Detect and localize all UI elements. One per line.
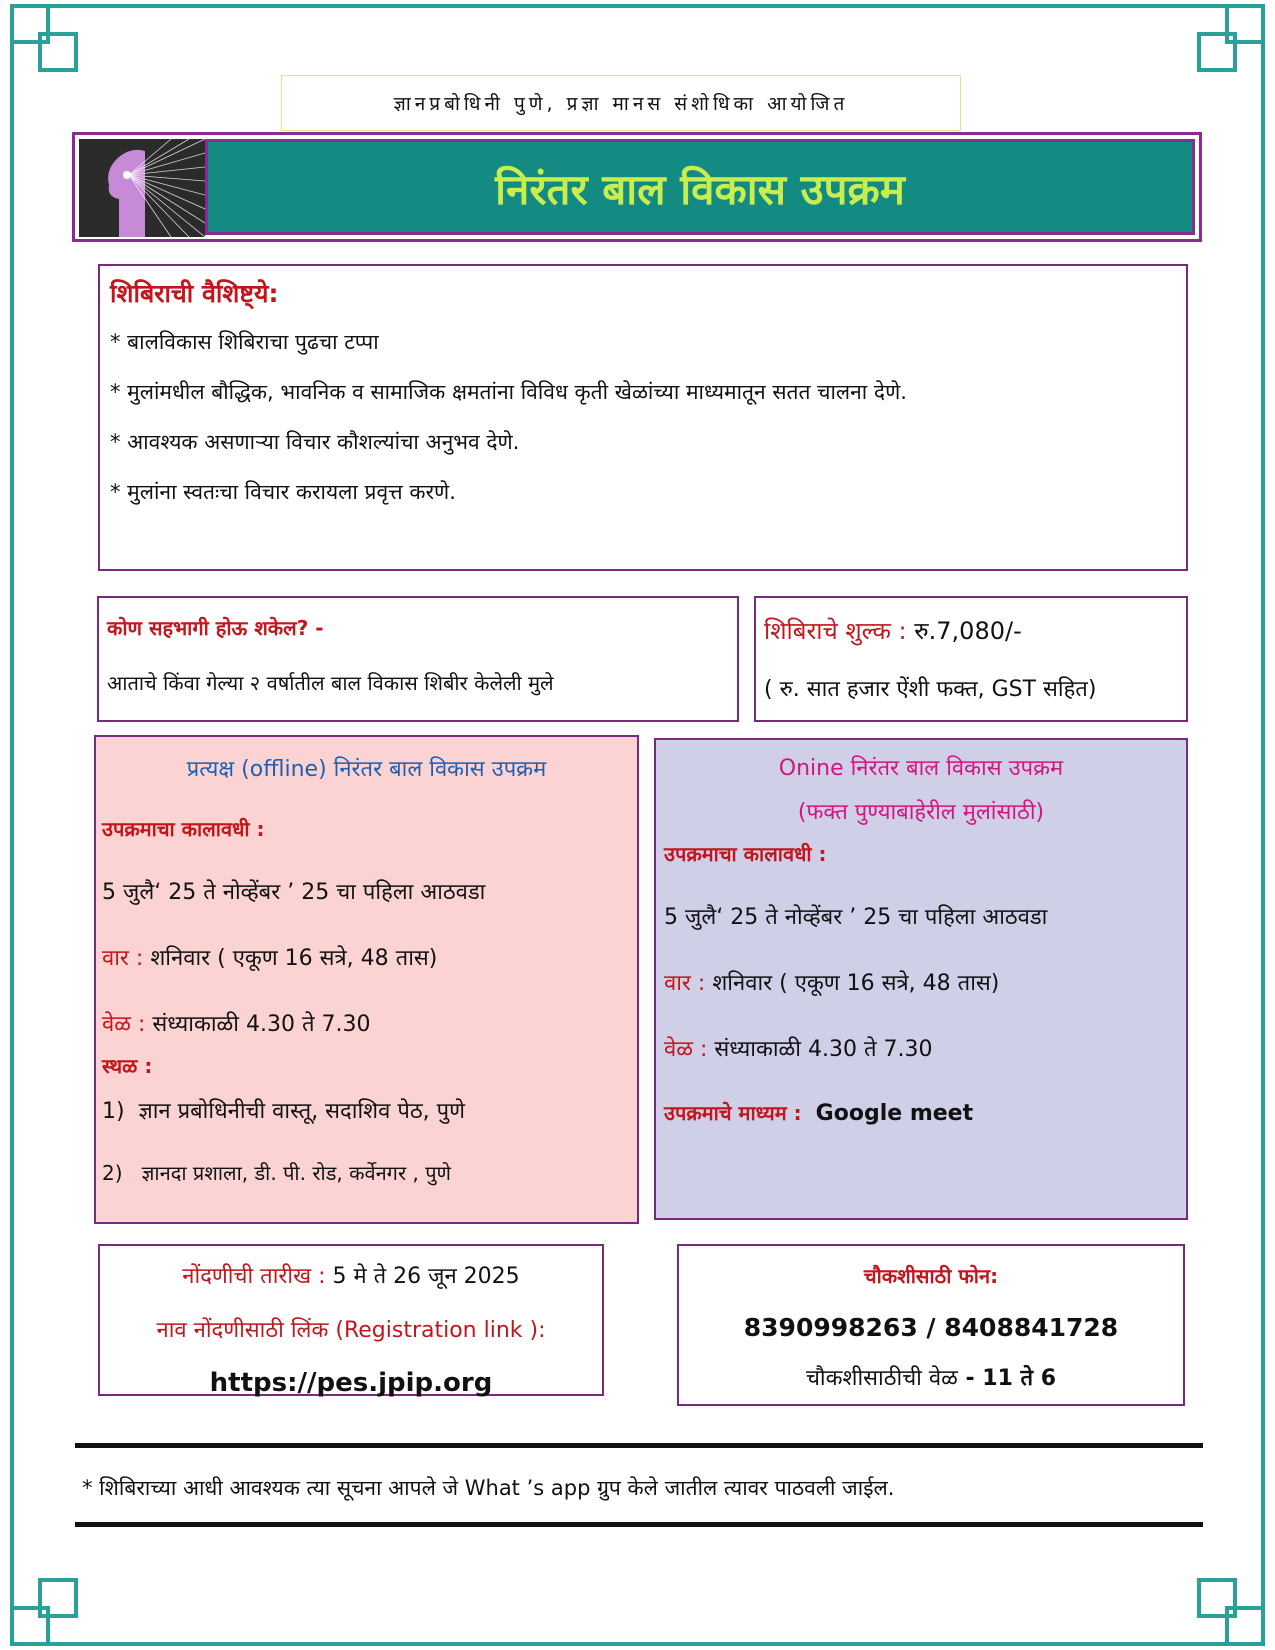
offline-time-label: वेळ :	[102, 1012, 146, 1037]
place-number: 2)	[102, 1161, 123, 1185]
registration-section	[98, 1244, 604, 1396]
offline-place-label: स्थळ :	[102, 1054, 153, 1078]
divider-bottom	[75, 1522, 1203, 1527]
online-medium: Google meet	[815, 1101, 974, 1126]
online-duration: 5 जुलै‘ 25 ते नोव्हेंबर ’ 25 चा पहिला आठवडा	[664, 905, 1048, 930]
online-heading: Onine निरंतर बाल विकास उपक्रम	[778, 756, 1064, 781]
online-medium-label: उपक्रमाचे माध्यम :	[664, 1101, 802, 1125]
eligibility-section	[97, 596, 739, 722]
offline-place-1: ज्ञान प्रबोधिनीची वास्तू, सदाशिव पेठ, पुणे	[138, 1099, 465, 1124]
place-number: 1)	[102, 1099, 125, 1124]
online-time: संध्याकाळी 4.30 ते 7.30	[714, 1037, 933, 1062]
contact-phones[interactable]: 8390998263 / 8408841728	[743, 1313, 1119, 1342]
offline-place-2: ज्ञानदा प्रशाला, डी. पी. रोड, कर्वेनगर , पुणे	[141, 1161, 452, 1185]
offline-day: शनिवार ( एकूण 16 सत्रे, 48 तास)	[150, 946, 438, 971]
offline-duration-label: उपक्रमाचा कालावधी :	[102, 817, 265, 841]
corner-ornament-top-right	[1195, 4, 1265, 74]
corner-ornament-top-left	[10, 4, 80, 74]
fee-amount: रु.7,080/-	[914, 617, 1022, 645]
registration-link[interactable]: https://pes.jpip.org	[209, 1368, 493, 1398]
offline-heading: प्रत्यक्ष (offline) निरंतर बाल विकास उपक्रम	[186, 757, 547, 782]
online-duration-label: उपक्रमाचा कालावधी :	[664, 842, 827, 866]
fee-section	[754, 596, 1188, 722]
registration-date-label: नोंदणीची तारीख :	[182, 1264, 326, 1289]
offline-duration: 5 जुलै‘ 25 ते नोव्हेंबर ’ 25 चा पहिला आठवडा	[102, 880, 486, 905]
contact-time: - 11 ते 6	[957, 1366, 1057, 1391]
offline-section	[94, 735, 639, 1224]
offline-day-label: वार :	[102, 946, 144, 971]
eligibility-text: आताचे किंवा गेल्या २ वर्षातील बाल विकास शिबीर केलेली मुले	[107, 671, 554, 695]
online-subheading: (फक्त पुण्याबाहेरील मुलांसाठी)	[797, 800, 1045, 825]
online-time-label: वेळ :	[664, 1037, 708, 1062]
contact-section	[677, 1244, 1185, 1406]
divider-top	[75, 1443, 1203, 1448]
footer-note: * शिबिराच्या आधी आवश्यक त्या सूचना आपले जे What ’s app ग्रुप केले जातील त्यावर पाठवली जाईल.	[82, 1476, 895, 1500]
corner-ornament-bottom-right	[1195, 1576, 1265, 1646]
features-section	[98, 264, 1188, 571]
feature-item: * आवश्यक असणाऱ्या विचार कौशल्यांचा अनुभव देणे.	[110, 430, 520, 454]
online-day-label: वार :	[664, 971, 706, 996]
online-section	[654, 738, 1188, 1220]
corner-ornament-bottom-left	[10, 1576, 80, 1646]
features-heading: शिबिराची वैशिष्ट्ये:	[110, 279, 279, 308]
page-title: निरंतर बाल विकास उपक्रम	[205, 139, 1195, 235]
title-banner	[72, 132, 1202, 242]
registration-link-label: नाव नोंदणीसाठी लिंक (Registration link ):	[156, 1318, 546, 1343]
organizer-banner: ज्ञानप्रबोधिनी पुणे, प्रज्ञा मानस संशोधिका आयोजित	[281, 75, 961, 131]
prajna-manas-logo	[79, 139, 205, 237]
contact-heading: चौकशीसाठी फोन:	[863, 1264, 999, 1288]
eligibility-heading: कोण सहभागी होऊ शकेल? -	[107, 616, 324, 640]
feature-item: * बालविकास शिबिराचा पुढचा टप्पा	[110, 330, 379, 354]
online-day: शनिवार ( एकूण 16 सत्रे, 48 तास)	[712, 971, 1000, 996]
feature-item: * मुलांमधील बौद्धिक, भावनिक व सामाजिक क्षमतांना विविध कृती खेळांच्या माध्यमातून सतत चालना देणे.	[110, 380, 907, 404]
fee-label: शिबिराचे शुल्क :	[764, 617, 907, 645]
feature-item: * मुलांना स्वतःचा विचार करायला प्रवृत्त करणे.	[110, 480, 456, 504]
registration-date: 5 मे ते 26 जून 2025	[332, 1264, 520, 1289]
contact-time-label: चौकशीसाठीची वेळ	[805, 1366, 958, 1391]
fee-in-words: ( रु. सात हजार ऐंशी फक्त, GST सहित)	[764, 677, 1097, 702]
offline-time: संध्याकाळी 4.30 ते 7.30	[152, 1012, 371, 1037]
